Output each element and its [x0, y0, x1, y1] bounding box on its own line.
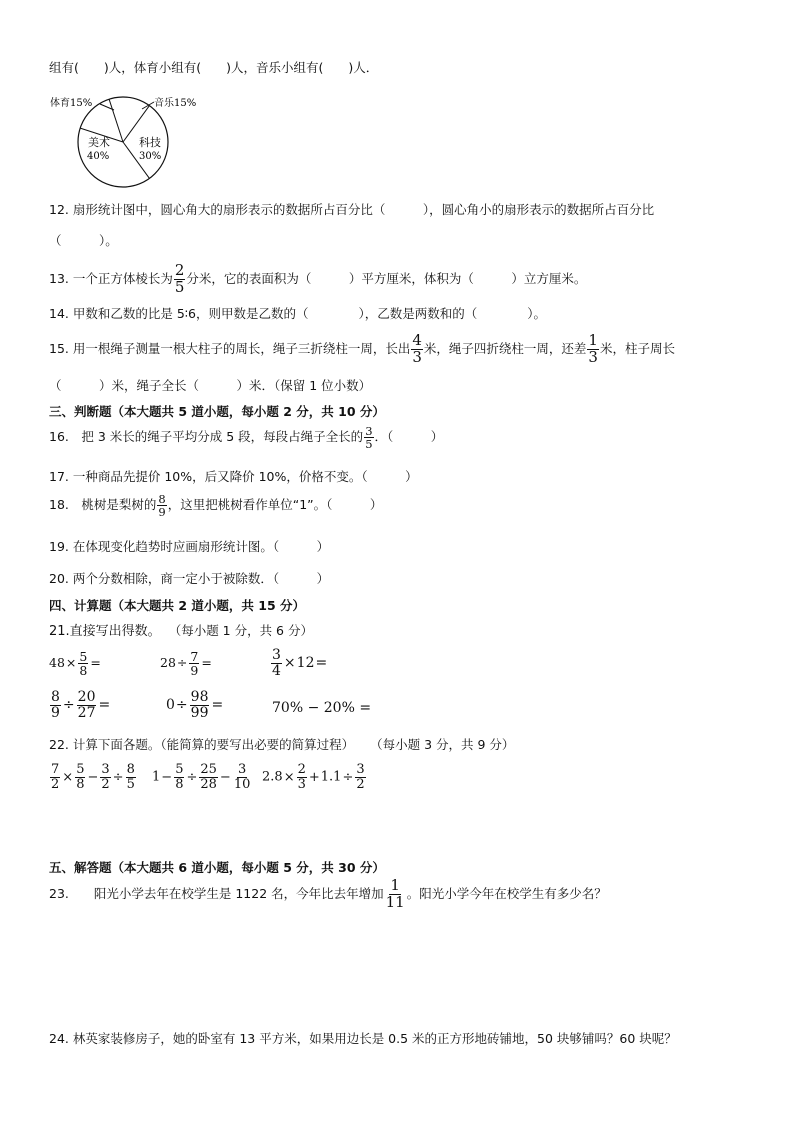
q22-e3-f2-den: 2 — [356, 776, 365, 792]
q22-e2-f2-den: 28 — [200, 776, 217, 792]
pie-label-meishu: 美术 — [88, 136, 110, 149]
q21-c — [270, 648, 328, 678]
q21-a-whole: 48 — [49, 655, 65, 671]
q13 — [49, 263, 586, 296]
q22-e2-f3 — [233, 763, 252, 791]
q21-c-op: × — [283, 655, 296, 672]
q22-e2-op1: − — [161, 769, 173, 785]
q23 — [49, 878, 607, 911]
q21-a-den: 8 — [79, 663, 88, 679]
q22-e1-f1 — [50, 763, 60, 791]
q22-e2-f1 — [174, 763, 184, 791]
q11-continuation: 组有( )人，体育小组有( )人，音乐小组有( )人． — [49, 60, 379, 75]
q22-e3-op3: ÷ — [342, 769, 354, 785]
q16-frac-num: 3 — [365, 424, 373, 438]
q22-e1-f2 — [75, 763, 85, 791]
q21-e-fraction — [190, 690, 210, 720]
q18-fraction — [157, 493, 166, 518]
q21-b-fraction — [189, 650, 199, 677]
q23-frac-den: 11 — [385, 892, 405, 911]
q22-e3-whole: 2.8 — [262, 769, 283, 785]
pie-pct-meishu: 40% — [87, 151, 110, 162]
q21-b-num: 7 — [190, 649, 199, 664]
q22-e1-op2: − — [87, 769, 99, 785]
q21-b-eq: = — [201, 655, 212, 671]
q22-e1-f2-den: 8 — [76, 776, 85, 792]
q21-e-whole: 0 — [166, 697, 175, 714]
q16-fraction — [364, 425, 373, 450]
q13-frac-den: 5 — [174, 277, 185, 296]
q22-e2-op2: ÷ — [186, 769, 198, 785]
q21-d-num1: 8 — [51, 689, 60, 705]
q21-e-num: 98 — [190, 689, 209, 705]
q23-fraction — [385, 878, 406, 911]
q20: 20. 两个分数相除，商一定小于被除数．（ ） — [49, 571, 330, 586]
q15-f1-den: 3 — [412, 347, 422, 366]
q22-e3-f1-num: 2 — [297, 762, 306, 777]
q21-d-fraction-2 — [77, 690, 97, 720]
q18-text-post: ，这里把桃树看作单位“1”。（ ） — [167, 497, 383, 513]
section-4-title: 四、计算题（本大题共 2 道小题，共 15 分） — [49, 598, 306, 613]
q16-frac-den: 5 — [365, 437, 373, 452]
q21-a — [49, 650, 102, 677]
q16-text-post: ．（ ） — [374, 429, 444, 445]
q22-title-row — [49, 737, 514, 753]
q18-frac-den: 9 — [158, 505, 166, 520]
q22-e3-op2: + — [308, 769, 320, 785]
q21-a-num: 5 — [79, 649, 88, 664]
q12-line1: 12. 扇形统计图中，圆心角大的扇形表示的数据所占百分比（ ），圆心角小的扇形表示的数据所占百分比 — [49, 202, 655, 217]
q22-e1-f2-num: 5 — [76, 762, 85, 777]
q21-b-op: ÷ — [176, 655, 188, 671]
pie-label-tiyu: 体育15% — [50, 98, 93, 109]
q13-text-post: 分米，它的表面积为（ ）平方厘米，体积为（ ）立方厘米。 — [186, 270, 587, 286]
q21-e-eq: = — [211, 697, 224, 714]
q18-text-pre: 18. 桃树是梨树的 — [49, 497, 157, 513]
q22-e2-f2-num: 25 — [200, 762, 217, 777]
q21-d-num2: 20 — [77, 689, 96, 705]
q15-text-post: 米，柱子周长 — [599, 340, 675, 356]
q15-fraction-1 — [411, 333, 423, 366]
q21-a-op: × — [65, 655, 77, 671]
q21-title-row — [49, 623, 313, 640]
q22-e2-op3: − — [219, 769, 231, 785]
q22-e2-f3-den: 10 — [233, 776, 251, 792]
q21-e-op: ÷ — [175, 697, 188, 714]
q15-f2-num: 1 — [588, 331, 598, 349]
q21-d-op: ÷ — [62, 697, 75, 714]
q15-text-mid: 米，绳子四折绕柱一周，还差 — [423, 340, 587, 356]
q23-text-pre: 23. 阳光小学去年在校学生是 1122 名，今年比去年增加 — [49, 885, 384, 901]
q22-e1-op1: × — [62, 769, 74, 785]
q18 — [49, 493, 382, 518]
q22-note: （每小题 3 分，共 9 分） — [370, 737, 515, 752]
q22-e2-whole: 1 — [152, 769, 161, 785]
q17: 17. 一种商品先提价 10%，后又降价 10%，价格不变。（ ） — [49, 469, 418, 484]
q21-e-den: 99 — [190, 704, 209, 721]
q21-b — [160, 650, 213, 677]
q22-e2-f2 — [199, 763, 218, 791]
q21-d-fraction-1 — [50, 690, 61, 720]
q16-text-pre: 16. 把 3 米长的绳子平均分成 5 段，每段占绳子全长的 — [49, 429, 364, 445]
q21-d-den1: 9 — [51, 704, 60, 721]
q22-e3-f2 — [355, 763, 365, 791]
q22-e1-f4-den: 5 — [126, 776, 135, 792]
q22-e1-f4 — [126, 763, 136, 791]
q21-f: 70% − 20% = — [272, 700, 372, 716]
q21-a-fraction — [78, 650, 88, 677]
q13-frac-num: 2 — [174, 261, 185, 279]
q22-e2-f3-num: 3 — [237, 762, 247, 777]
q22-expr-3 — [262, 763, 367, 791]
q22-e1-f4-num: 8 — [126, 762, 135, 777]
q24: 24. 林英家装修房子，她的卧室有 13 平方米，如果用边长是 0.5 米的正方形地砖铺地，50 块够铺吗？60 块呢？ — [49, 1031, 677, 1046]
q21-d-eq: = — [98, 697, 111, 714]
q21-e — [166, 690, 224, 720]
q21-c-num: 3 — [272, 647, 281, 663]
q15-f1-num: 4 — [412, 331, 422, 349]
q21-c-whole: 12 — [296, 655, 315, 672]
q21-c-den: 4 — [272, 662, 281, 679]
q21-c-fraction — [271, 648, 282, 678]
q22-e1-f3-num: 3 — [101, 762, 110, 777]
q22-e3-f1 — [297, 763, 307, 791]
q22-e3-f2-num: 3 — [356, 762, 365, 777]
q22-expr-2 — [152, 763, 252, 791]
q21-title: 21.直接写出得数。 — [49, 624, 161, 639]
q21-c-eq: = — [315, 655, 328, 672]
q15-fraction-2 — [587, 333, 599, 366]
q15-f2-den: 3 — [588, 347, 598, 366]
q21-a-eq: = — [90, 655, 101, 671]
q13-text-pre: 13. 一个正方体棱长为 — [49, 270, 173, 286]
section-3-title: 三、判断题（本大题共 5 道小题，每小题 2 分，共 10 分） — [49, 404, 385, 419]
q19: 19. 在体现变化趋势时应画扇形统计图。（ ） — [49, 539, 330, 554]
pie-chart — [46, 92, 216, 192]
q22-e1-f1-num: 7 — [51, 762, 60, 777]
q22-e3-whole2: 1.1 — [320, 769, 342, 785]
q21-b-whole: 28 — [160, 655, 176, 671]
q21-b-den: 9 — [190, 663, 199, 679]
q21-d — [49, 690, 111, 720]
q22-e3-f1-den: 3 — [297, 776, 306, 792]
section-5-title: 五、解答题（本大题共 6 道小题，每小题 5 分，共 30 分） — [49, 860, 385, 875]
q22-e1-op3: ÷ — [112, 769, 124, 785]
pie-label-keji: 科技 — [139, 136, 161, 149]
pie-pct-keji: 30% — [139, 151, 162, 162]
q21-note: （每小题 1 分，共 6 分） — [168, 623, 313, 638]
q22-e2-f1-num: 5 — [175, 762, 184, 777]
q21-d-den2: 27 — [77, 704, 96, 721]
q23-text-post: 。阳光小学今年在校学生有多少名？ — [406, 885, 607, 901]
q15-text-pre: 15. 用一根绳子测量一根大柱子的周长，绳子三折绕柱一周，长出 — [49, 340, 411, 356]
q22-e1-f3 — [100, 763, 110, 791]
q18-frac-num: 8 — [158, 492, 166, 506]
q16 — [49, 425, 443, 450]
q22-title: 22. 计算下面各题。（能简算的要写出必要的简算过程） — [49, 737, 355, 752]
pie-label-yinyue: 音乐15% — [154, 98, 197, 109]
q22-e1-f3-den: 2 — [101, 776, 110, 792]
q14: 14. 甲数和乙数的比是 5∶6，则甲数是乙数的（ ），乙数是两数和的（ ）。 — [49, 306, 546, 321]
q22-expr-1 — [49, 763, 137, 791]
q23-frac-num: 1 — [390, 876, 400, 894]
q15-line1 — [49, 333, 675, 366]
q12-line2: （ ）。 — [49, 233, 118, 248]
q22-e1-f1-den: 2 — [51, 776, 60, 792]
q15-line2: （ ）米，绳子全长（ ）米．（保留 1 位小数） — [49, 378, 372, 393]
q22-e2-f1-den: 8 — [175, 776, 184, 792]
q13-fraction — [174, 263, 186, 296]
q22-e3-op1: × — [283, 769, 295, 785]
